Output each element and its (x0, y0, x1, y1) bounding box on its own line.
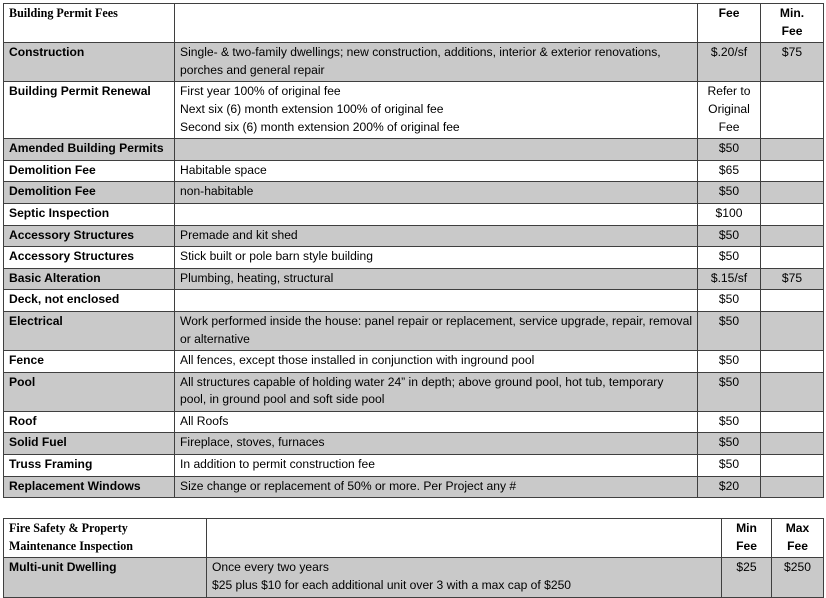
header-min-fee-line1: Min. (779, 6, 805, 20)
row-min-fee (761, 82, 824, 139)
row-fee: $50 (698, 372, 761, 411)
row-fee: $50 (698, 290, 761, 312)
row-description (175, 290, 698, 312)
row-min-fee (761, 290, 824, 312)
row-name: Electrical (4, 311, 175, 350)
header-min-fee-line1: Min (736, 521, 757, 536)
row-fee: $.15/sf (698, 268, 761, 290)
row-description-line: $25 plus $10 for each additional unit over 3 with a max cap of $250 (212, 578, 572, 593)
table-spacer (3, 498, 823, 518)
table-row (4, 225, 824, 247)
table-row (4, 455, 824, 477)
row-min-fee (761, 372, 824, 411)
table-row (4, 372, 824, 411)
row-fee: $65 (698, 160, 761, 182)
header-max-fee (772, 519, 824, 558)
table-title-line1: Fire Safety & Property (9, 521, 128, 536)
row-name: Construction (4, 43, 175, 82)
row-description (207, 558, 722, 597)
table-row (4, 182, 824, 204)
row-description: Size change or replacement of 50% or more. Per Project any # (175, 476, 698, 498)
table-row (4, 203, 824, 225)
header-description-blank (207, 519, 722, 558)
table-title-line2: Maintenance Inspection (9, 538, 133, 553)
row-fee: $50 (698, 311, 761, 350)
row-fee-line: Refer to (707, 84, 751, 99)
row-min-fee (761, 311, 824, 350)
row-name: Truss Framing (4, 455, 175, 477)
row-min-fee: $75 (761, 43, 824, 82)
header-max-fee-line2: Fee (787, 538, 808, 553)
row-fee: $100 (698, 203, 761, 225)
row-min-fee (761, 160, 824, 182)
row-description: Fireplace, stoves, furnaces (175, 433, 698, 455)
table-row (4, 351, 824, 373)
row-min-fee: $75 (761, 268, 824, 290)
row-fee: $50 (698, 247, 761, 269)
row-description (175, 139, 698, 161)
row-description-line: Second six (6) month extension 200% of original fee (180, 119, 460, 134)
row-description-line: First year 100% of original fee (180, 84, 341, 99)
row-description: All Roofs (175, 411, 698, 433)
row-min-fee (761, 476, 824, 498)
row-name: Accessory Structures (4, 225, 175, 247)
row-fee: $50 (698, 411, 761, 433)
table-row (4, 476, 824, 498)
row-description-line: Next six (6) month extension 100% of original fee (180, 101, 444, 116)
row-name: Solid Fuel (4, 433, 175, 455)
row-description: Single- & two-family dwellings; new construction, additions, interior & exterior renovations, porches and general repair (175, 43, 698, 82)
row-fee: $.20/sf (698, 43, 761, 82)
row-fee: $50 (698, 351, 761, 373)
fire-safety-inspection-table (3, 518, 824, 597)
table-title: Building Permit Fees (4, 4, 175, 43)
row-description: All structures capable of holding water 24” in depth; above ground pool, hot tub, temporary pool, in ground pool and soft side pool (175, 372, 698, 411)
table-row (4, 139, 824, 161)
row-name: Amended Building Permits (4, 139, 175, 161)
row-max-fee: $250 (772, 558, 824, 597)
row-description: All fences, except those installed in conjunction with inground pool (175, 351, 698, 373)
row-description (175, 82, 698, 139)
row-description-line: Once every two years (212, 560, 329, 575)
row-name: Accessory Structures (4, 247, 175, 269)
table-row (4, 411, 824, 433)
header-fee: Fee (698, 4, 761, 43)
row-min-fee (761, 225, 824, 247)
header-max-fee-line1: Max (785, 521, 810, 536)
row-fee: $50 (698, 139, 761, 161)
row-description: Plumbing, heating, structural (175, 268, 698, 290)
row-name: Replacement Windows (4, 476, 175, 498)
row-fee: $50 (698, 182, 761, 204)
row-name: Roof (4, 411, 175, 433)
row-name: Demolition Fee (4, 160, 175, 182)
row-fee-line: Original (708, 101, 750, 116)
row-name: Multi-unit Dwelling (4, 558, 207, 597)
row-description: Habitable space (175, 160, 698, 182)
table-row (4, 247, 824, 269)
header-min-fee-line2: Fee (736, 538, 757, 553)
row-name: Pool (4, 372, 175, 411)
table-row (4, 290, 824, 312)
row-name: Fence (4, 351, 175, 373)
row-description: non-habitable (175, 182, 698, 204)
row-description: Work performed inside the house: panel repair or replacement, service upgrade, repair, removal or alternative (175, 311, 698, 350)
row-min-fee (761, 433, 824, 455)
row-description (175, 203, 698, 225)
row-min-fee: $25 (722, 558, 772, 597)
table-row (4, 43, 824, 82)
row-description: Premade and kit shed (175, 225, 698, 247)
table-row (4, 558, 824, 597)
row-name: Basic Alteration (4, 268, 175, 290)
table-row (4, 268, 824, 290)
row-description: In addition to permit construction fee (175, 455, 698, 477)
row-min-fee (761, 455, 824, 477)
row-min-fee (761, 182, 824, 204)
row-min-fee (761, 203, 824, 225)
row-fee-line: Fee (718, 119, 740, 134)
table-header-row (4, 4, 824, 43)
table-row (4, 433, 824, 455)
row-min-fee (761, 351, 824, 373)
row-fee: $50 (698, 225, 761, 247)
row-fee (698, 82, 761, 139)
row-description: Stick built or pole barn style building (175, 247, 698, 269)
row-fee: $50 (698, 433, 761, 455)
row-fee: $50 (698, 455, 761, 477)
row-name: Building Permit Renewal (4, 82, 175, 139)
row-min-fee (761, 139, 824, 161)
row-name: Deck, not enclosed (4, 290, 175, 312)
table-row (4, 82, 824, 139)
header-min-fee (722, 519, 772, 558)
table-header-row (4, 519, 824, 558)
header-min-fee (761, 4, 824, 43)
row-min-fee (761, 411, 824, 433)
row-name: Demolition Fee (4, 182, 175, 204)
table-title (4, 519, 207, 558)
row-fee: $20 (698, 476, 761, 498)
header-description-blank (175, 4, 698, 43)
row-min-fee (761, 247, 824, 269)
table-row (4, 311, 824, 350)
row-name: Septic Inspection (4, 203, 175, 225)
building-permit-fees-table (3, 3, 824, 498)
header-min-fee-line2: Fee (781, 23, 803, 38)
table-row (4, 160, 824, 182)
